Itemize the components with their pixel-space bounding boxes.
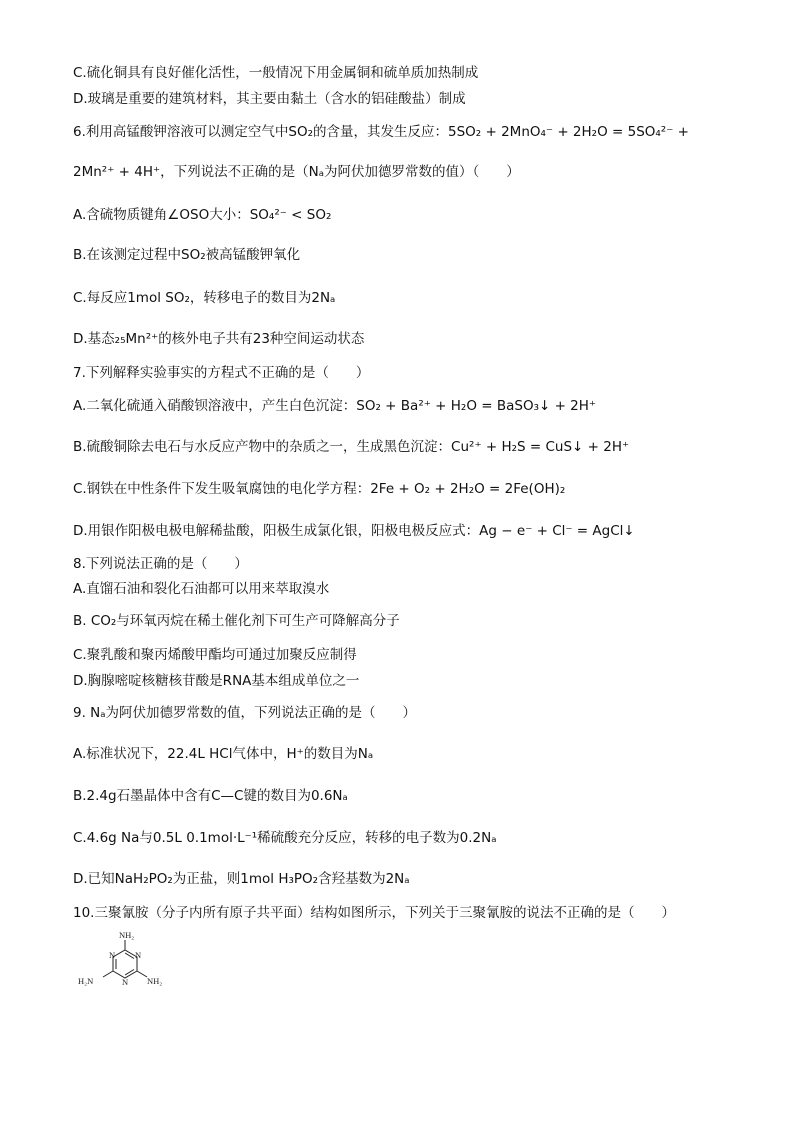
triazine-ring: [113, 950, 137, 978]
top-amino-label: NH₂: [119, 930, 135, 940]
q10-stem: 10.三聚氰胺（分子内所有原子共平面）结构如图所示，下列关于三聚氰胺的说法不正确的是（ ）: [73, 905, 675, 921]
q6-option-a: A.含硫物质键角∠OSO大小：SO₄²⁻ < SO₂: [73, 207, 332, 223]
q6-option-d: D.基态₂₅Mn²⁺的核外电子共有23种空间运动状态: [73, 331, 365, 347]
q5-option-d: D.玻璃是重要的建筑材料，其主要由黏土（含水的铝硅酸盐）制成: [73, 91, 466, 107]
q9-option-d: D.已知NaH₂PO₂为正盐，则1mol H₃PO₂含羟基数为2Nₐ: [73, 871, 410, 887]
ring-n-label: N: [109, 950, 116, 960]
ring-n-label: N: [122, 977, 129, 987]
q7-option-b: B.硫酸铜除去电石与水反应产物中的杂质之一，生成黑色沉淀：Cu²⁺ + H₂S = CuS↓ + 2H⁺: [73, 439, 630, 455]
q9-option-c: C.4.6g Na与0.5L 0.1mol·L⁻¹稀硫酸充分反应，转移的电子数为0.2Nₐ: [73, 830, 497, 846]
q7-stem: 7.下列解释实验事实的方程式不正确的是（ ）: [73, 365, 370, 381]
right-amino-label: NH₂: [147, 976, 163, 986]
q5-option-c: C.硫化铜具有良好催化活性，一般情况下用金属铜和硫单质加热制成: [73, 65, 479, 81]
q8-stem: 8.下列说法正确的是（ ）: [73, 556, 248, 572]
q8-option-c: C.聚乳酸和聚丙烯酸甲酯均可通过加聚反应制得: [73, 647, 357, 663]
q9-option-a: A.标准状况下，22.4L HCl气体中，H⁺的数目为Nₐ: [73, 746, 374, 762]
q8-option-a: A.直馏石油和裂化石油都可以用来萃取溴水: [73, 581, 330, 597]
q9-option-b: B.2.4g石墨晶体中含有C—C键的数目为0.6Nₐ: [73, 788, 348, 804]
left-amino-label: H₂N: [78, 976, 94, 986]
q6-option-b: B.在该测定过程中SO₂被高锰酸钾氧化: [73, 247, 301, 263]
q7-option-a: A.二氧化硫通入硝酸钡溶液中，产生白色沉淀：SO₂ + Ba²⁺ + H₂O = BaSO₃↓ + 2H⁺: [73, 398, 597, 414]
q6-stem-line2: 2Mn²⁺ + 4H⁺，下列说法不正确的是（Nₐ为阿伏加德罗常数的值）（ ）: [73, 164, 520, 180]
q7-option-d: D.用银作阳极电极电解稀盐酸，阳极生成氯化银，阳极电极反应式：Ag − e⁻ + Cl⁻ = AgCl↓: [73, 523, 635, 539]
q7-option-c: C.钢铁在中性条件下发生吸氧腐蚀的电化学方程：2Fe + O₂ + 2H₂O = 2Fe(OH)₂: [73, 481, 566, 497]
q8-option-b: B. CO₂与环氧丙烷在稀土催化剂下可生产可降解高分子: [73, 613, 400, 629]
q8-option-d: D.胸腺嘧啶核糖核苷酸是RNA基本组成单位之一: [73, 673, 360, 689]
melamine-structure-figure: [73, 928, 183, 1000]
q9-stem: 9. Nₐ为阿伏加德罗常数的值，下列说法正确的是（ ）: [73, 705, 417, 721]
ring-n-label: N: [135, 950, 142, 960]
q6-stem-line1: 6.利用高锰酸钾溶液可以测定空气中SO₂的含量，其发生反应：5SO₂ + 2MnO₄⁻ + 2H₂O = 5SO₄²⁻ +: [73, 124, 689, 140]
q6-option-c: C.每反应1mol SO₂，转移电子的数目为2Nₐ: [73, 290, 336, 306]
